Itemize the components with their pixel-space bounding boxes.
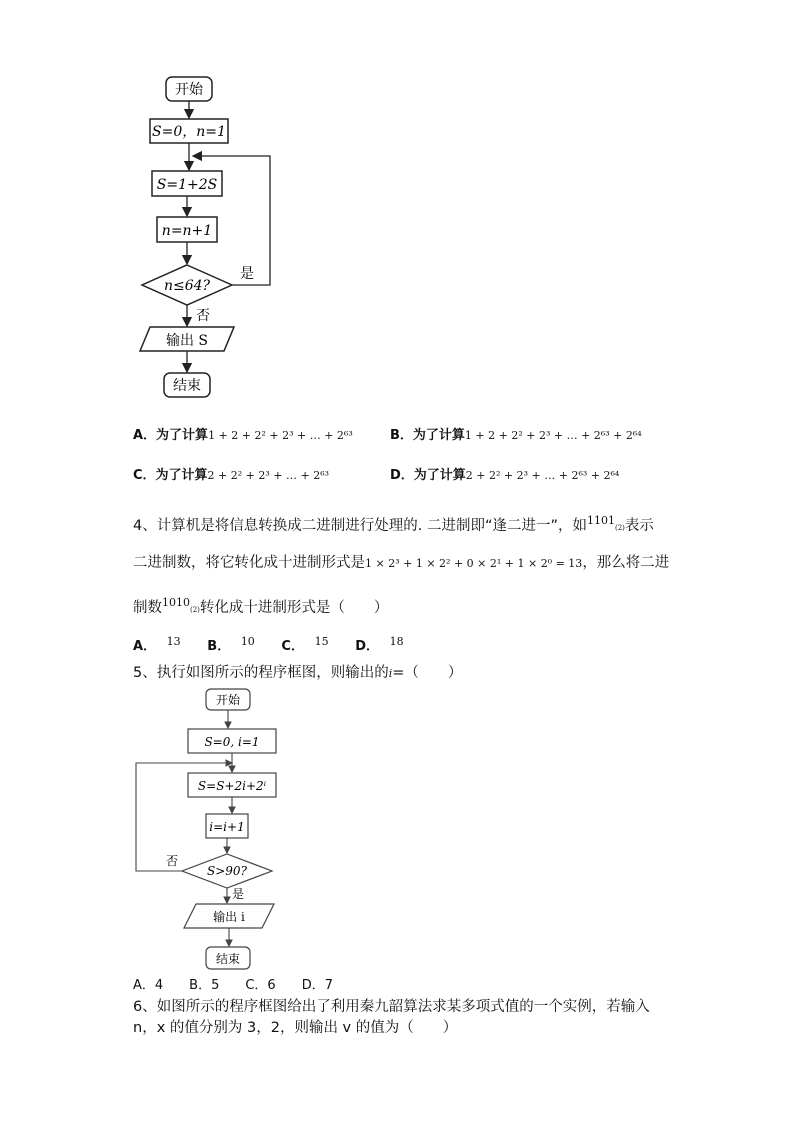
flowchart1-output-text: 输出 S bbox=[165, 333, 209, 349]
q3-option-d-label: D．为了计算 bbox=[390, 468, 466, 483]
q4-option-d-value: 18 bbox=[389, 635, 404, 648]
flowchart1-step1-text: S=1+2S bbox=[156, 177, 218, 193]
q3-option-c-expr: 2 + 2² + 2³ + … + 2⁶³ bbox=[207, 469, 330, 482]
q3-option-c-label: C．为了计算 bbox=[133, 468, 208, 483]
q4-line1-text: 4、计算机是将信息转换成二进制进行处理的. 二进制即“逢二进一”，如 bbox=[133, 518, 587, 534]
q5-question bbox=[133, 666, 462, 681]
q4-line2-text: 二进制数，将它转化成十进制形式是 bbox=[133, 555, 365, 571]
q3-option-c bbox=[133, 468, 329, 483]
q6-line-1 bbox=[133, 1000, 650, 1015]
flowchart2-yes-label: 是 bbox=[232, 887, 245, 901]
q4-option-a-label: A． bbox=[133, 639, 157, 654]
q5-variable: i bbox=[388, 667, 393, 680]
flowchart2-end-text: 结束 bbox=[215, 952, 241, 966]
q4-line-2 bbox=[133, 556, 669, 571]
q4-line3-text: 制数 bbox=[133, 600, 162, 616]
q4-line2-tail: ，那么将二进 bbox=[582, 555, 670, 571]
q4-options bbox=[133, 636, 404, 654]
flowchart-1 bbox=[130, 70, 300, 400]
q3-option-d bbox=[390, 468, 619, 483]
flowchart1-yes-label: 是 bbox=[240, 266, 254, 282]
q3-option-b-label: B．为了计算 bbox=[390, 428, 465, 443]
q4-line1-tail: 表示 bbox=[624, 518, 654, 534]
flowchart1-end-text: 结束 bbox=[173, 378, 201, 394]
flowchart1-step2-text: n=n+1 bbox=[161, 223, 213, 239]
q3-option-b bbox=[390, 428, 642, 443]
q4-option-c-label: C． bbox=[281, 639, 304, 654]
q6-line1-text: 6、如图所示的程序框图给出了利用秦九韶算法求某多项式值的一个实例，若输入 bbox=[133, 999, 650, 1015]
q6-line-2 bbox=[133, 1021, 457, 1036]
flowchart-2 bbox=[130, 684, 290, 976]
q6-line2-text: n，x 的值分别为 3，2，则输出 v 的值为（ ） bbox=[133, 1020, 458, 1036]
q4-line-3 bbox=[133, 597, 388, 616]
q4-option-b-label: B． bbox=[207, 639, 231, 654]
flowchart2-step2-text: i=i+1 bbox=[209, 820, 245, 834]
q4-option-c-value: 15 bbox=[314, 635, 329, 648]
q3-option-a-expr: 1 + 2 + 2² + 2³ + … + 2⁶³ bbox=[208, 429, 353, 442]
q4-binary-number-2: 1010 bbox=[162, 596, 190, 609]
q4-line-1 bbox=[133, 515, 654, 534]
q5-options-text: A．4 B．5 C．6 D．7 bbox=[133, 978, 333, 993]
q4-option-a-value: 13 bbox=[166, 635, 181, 648]
q3-option-a-label: A．为了计算 bbox=[133, 428, 209, 443]
q3-option-d-expr: 2 + 2² + 2³ + … + 2⁶³ + 2⁶⁴ bbox=[465, 469, 620, 482]
q4-line3-tail: 转化成十进制形式是（ ） bbox=[199, 600, 389, 616]
flowchart1-init-text: S=0，n=1 bbox=[152, 124, 226, 140]
q5-text: 5、执行如图所示的程序框图，则输出的 bbox=[133, 665, 389, 681]
flowchart2-no-label: 否 bbox=[166, 854, 179, 868]
q4-binary-number-1: 1101 bbox=[586, 514, 615, 527]
q3-option-a bbox=[133, 428, 353, 443]
flowchart2-output-text: 输出 i bbox=[213, 910, 245, 924]
q5-text-tail: =（ ） bbox=[392, 665, 463, 681]
flowchart1-condition-text: n≤64? bbox=[163, 278, 211, 294]
flowchart2-init-text: S=0, i=1 bbox=[204, 735, 260, 749]
q3-option-b-expr: 1 + 2 + 2² + 2³ + … + 2⁶³ + 2⁶⁴ bbox=[464, 429, 642, 442]
flowchart2-step1-text: S=S+2i+2ⁱ bbox=[197, 779, 267, 793]
q4-binary-subscript-1: (2) bbox=[614, 524, 625, 532]
q4-conversion-expr: 1 × 2³ + 1 × 2² + 0 × 2¹ + 1 × 2⁰ = 13 bbox=[365, 557, 583, 570]
flowchart1-start-text: 开始 bbox=[175, 82, 203, 98]
q4-option-b-value: 10 bbox=[240, 635, 255, 648]
flowchart2-condition-text: S>90? bbox=[207, 864, 247, 878]
flowchart1-no-label: 否 bbox=[196, 308, 210, 324]
q4-option-d-label: D． bbox=[355, 639, 379, 654]
flowchart2-start-text: 开始 bbox=[215, 693, 241, 707]
q5-options bbox=[133, 979, 333, 992]
q4-binary-subscript-2: (2) bbox=[190, 606, 200, 614]
